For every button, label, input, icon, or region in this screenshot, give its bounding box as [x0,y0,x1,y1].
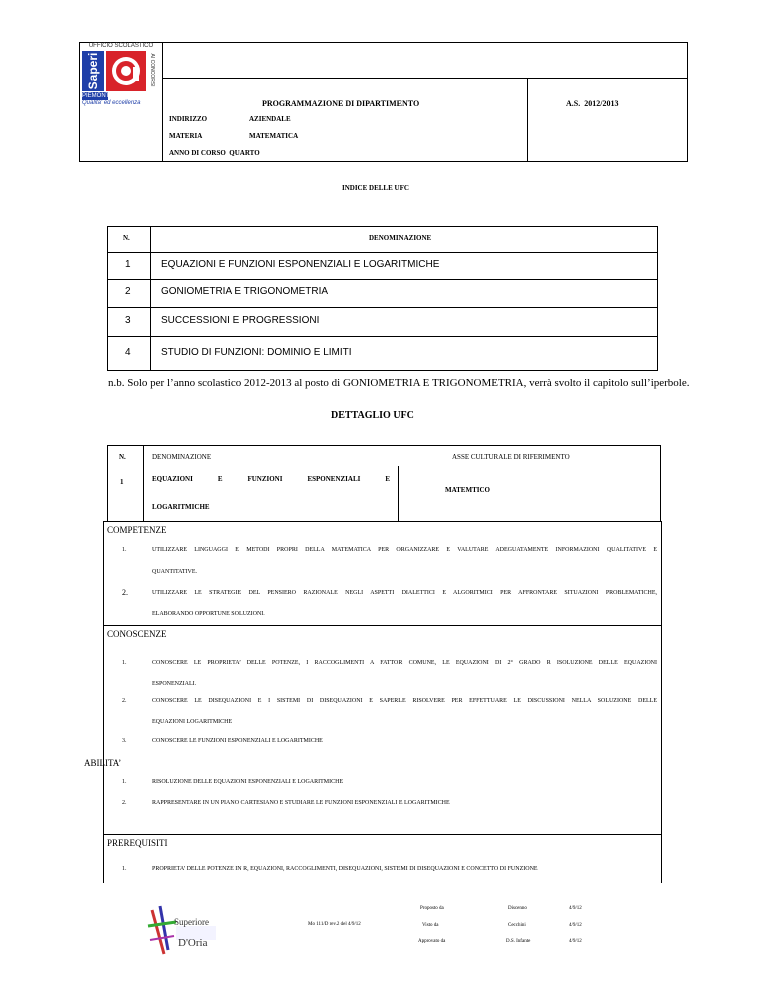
denominazione-word: ESPONENZIALI [307,475,361,483]
index-header-n: N. [123,234,130,242]
doc-code: Mo 111/D rev.2 del 4/9/12 [308,922,361,927]
competenze-label: COMPETENZE [107,525,167,535]
item-text-line1: UTILIZZARE LE STRATEGIE DEL PENSIERO RAZIONALE NEGLI ASPETTI DIALETTICI E ALGORITMICI PER AFFRONTARE SITUAZIONI PROBLEMATICHE, [152,590,657,596]
denominazione-word: E [217,475,223,483]
index-row-name: STUDIO DI FUNZIONI: DOMINIO E LIMITI [161,347,352,358]
school-year-value: 2012/2013 [584,99,619,108]
signoff-name: Cecchini [508,923,526,928]
index-title: INDICE DELLE UFC [342,184,409,192]
logo-emblem [106,51,146,91]
detail-header-asse: ASSE CULTURALE DI RIFERIMENTO [452,453,570,461]
item-text-line1: CONOSCERE LE FUNZIONI ESPONENZIALI E LOGARITMICHE [152,738,323,744]
signoff-date: 4/9/12 [569,906,582,911]
signoff-role: Visto da [422,923,439,928]
materia-value: MATEMATICA [249,132,299,140]
item-text: RAPPRESENTARE IN UN PIANO CARTESIANO E STUDIARE LE FUNZIONI ESPONENZIALI E LOGARITMICHE [152,800,450,806]
item-text-line2: QUANTITATIVE. [152,569,198,575]
detail-number: 1 [120,478,124,486]
signoff-date: 4/9/12 [569,923,582,928]
detail-title: DETTAGLIO UFC [331,410,414,421]
footer-logo [146,900,226,960]
index-row-name: EQUAZIONI E FUNZIONI ESPONENZIALI E LOGARITMICHE [161,259,440,270]
school-emblem-icon [146,900,226,960]
logo-tagline: Qualita' ed eccellenza [82,100,141,106]
signoff-role: Proposto da [420,906,444,911]
detail-asse: MATEMTICO [445,486,490,494]
school-logo [82,43,160,109]
anno-row [169,149,260,157]
index-row-number: 3 [125,315,131,326]
item-text-line1: UTILIZZARE LINGUAGGI E METODI PROPRI DELLA MATEMATICA PER ORGANIZZARE E VALUTARE ADEGUATAMENTE INFORMAZIONI QUALITATIVE E [152,547,657,553]
abilita-label: ABILITA’ [84,758,122,768]
logo-region: PIEMONTE [82,93,114,99]
index-row-number: 1 [125,259,131,270]
denominazione-word: FUNZIONI [247,475,283,483]
signoff-role: Approvato da [418,939,446,944]
item-text-line1: CONOSCERE LE PROPRIETA’ DELLE POTENZE, I RACCOGLIMENTI A FATTOR COMUNE, LE EQUAZIONI DI 2° GRADO R ISOLUZIONE DELLE EQUAZIONI [152,660,657,666]
prerequisiti-label: PREREQUISITI [107,838,168,848]
conoscenze-label: CONOSCENZE [107,629,167,639]
item-text-line2: EQUAZIONI LOGARITMICHE [152,719,233,725]
detail-header-n: N. [119,453,126,461]
signoff-name: Discenno [508,906,527,911]
item-text-line2: ESPONENZIALI. [152,681,197,687]
school-year-label: A.S. [566,99,581,108]
index-header-denominazione: DENOMINAZIONE [369,234,432,242]
item-text-line2: ELABORANDO OPPORTUNE SOLUZIONI. [152,611,265,617]
index-note: n.b. Solo per l’anno scolastico 2012-2013 al posto di GONIOMETRIA E TRIGONOMETRIA, verrà svolto il capitolo sull’iperbole. [108,377,690,389]
materia-label: MATERIA [169,132,203,140]
page-title: PROGRAMMAZIONE DI DIPARTIMENTO [262,99,420,108]
signoff-name: D.S. Infante [506,939,531,944]
item-text-line1: CONOSCERE LE DISEQUAZIONI E I SISTEMI DI DISEQUAZIONI E SAPERLE RISOLVERE PER EFFETTUARE LE DISCUSSIONI NELLA SOLUZIONE DELLE [152,698,657,704]
index-row-name: SUCCESSIONI E PROGRESSIONI [161,315,320,326]
item-text: PROPRIETA’ DELLE POTENZE IN R, EQUAZIONI, RACCOGLIMENTI, DISEQUAZIONI, SISTEMI DI DISEQUAZIONI E CONCETTO DI FUNZIONE [152,866,538,872]
at-emblem-icon [106,51,146,91]
item-number: 2. [122,800,127,806]
signoff-date: 4/9/12 [569,939,582,944]
indirizzo-value: AZIENDALE [249,115,291,123]
detail-denominazione [152,475,390,483]
logo-vertical-text: AI CONCORSI [149,53,155,87]
item-text: RISOLUZIONE DELLE EQUAZIONI ESPONENZIALI E LOGARITMICHE [152,779,344,785]
anno-label: ANNO DI CORSO [169,149,226,157]
item-number: 2. [122,698,127,704]
detail-denominazione-line2: LOGARITMICHE [152,503,210,511]
item-number: 1. [122,660,127,666]
item-number: 1. [122,779,127,785]
logo-side-text: Saperi [86,52,100,90]
item-number: 1. [122,866,127,872]
item-number: 3. [122,738,127,744]
footer-logo-line1: Superiore [174,917,209,927]
item-number: 1. [122,547,127,553]
logo-top-text: UFFICIO SCOLASTICO [88,43,154,49]
denominazione-word: E [385,475,390,483]
footer-logo-line2: D'Oria [178,937,208,949]
school-year [566,99,618,108]
anno-value: QUARTO [229,149,260,157]
denominazione-word: EQUAZIONI [152,475,193,483]
index-row-number: 2 [125,286,131,297]
item-number: 2. [122,588,128,597]
detail-header-denominazione: DENOMINAZIONE [152,453,212,461]
index-row-number: 4 [125,347,131,358]
index-row-name: GONIOMETRIA E TRIGONOMETRIA [161,286,329,297]
logo-side-block [82,51,104,91]
indirizzo-label: INDIRIZZO [169,115,208,123]
